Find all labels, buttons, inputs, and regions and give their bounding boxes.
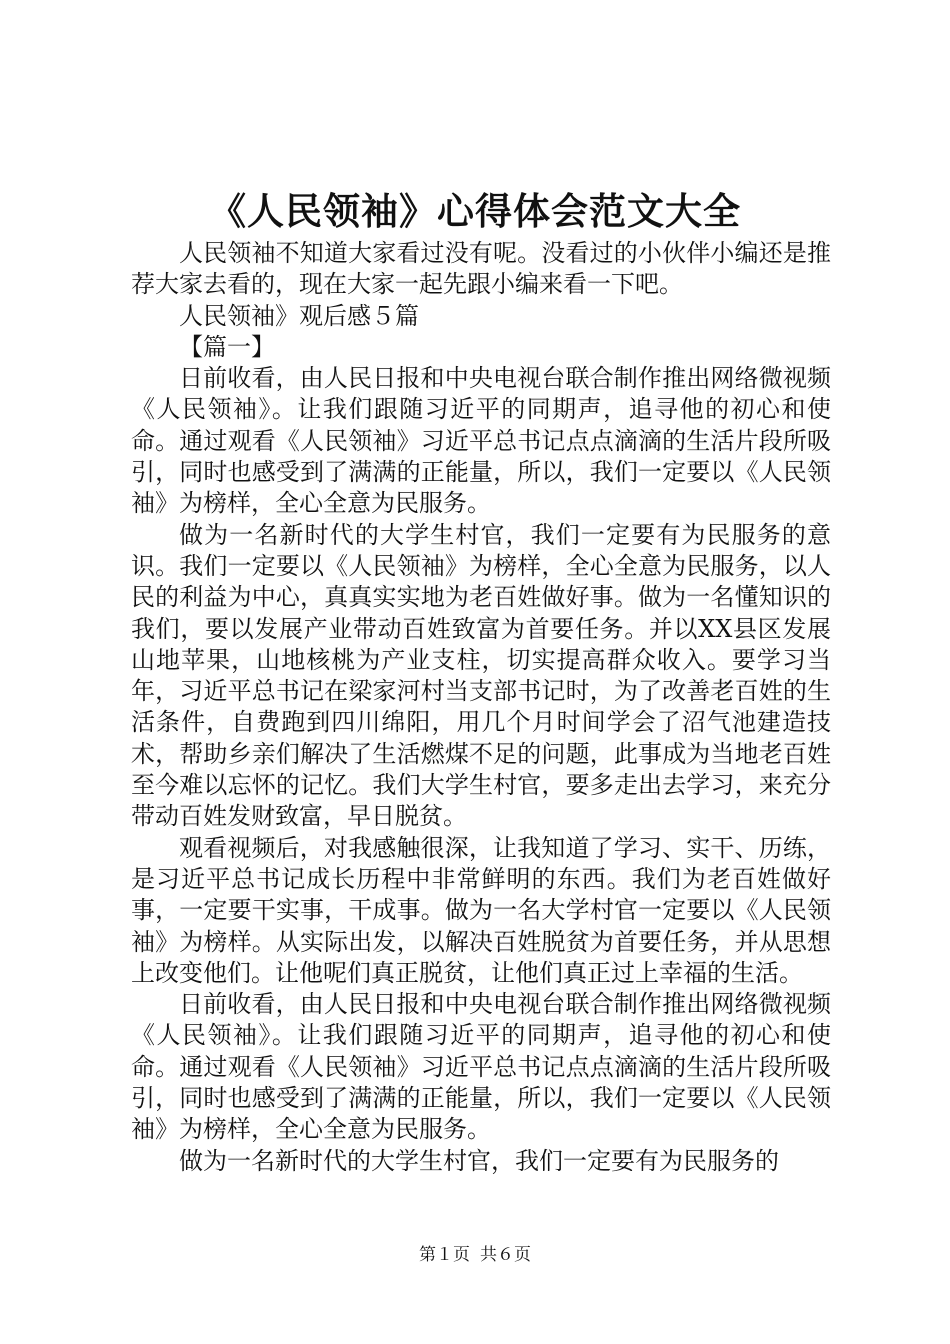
page-total: 共６页 <box>480 1245 531 1265</box>
paragraph-section-label: 【篇一】 <box>179 332 275 361</box>
paragraph: 做为一名新时代的大学生村官，我们一定要有为民服务的意识。我们一定要以《人民领袖》为榜样，全心全意为民服务，以人民的利益为中心，真真实实地为老百姓做好事。做为一名懂知识的我们，要以发展产业带动百姓致富为首要任务。并以XX县区发展山地苹果，山地核桃为产业支柱，切实提高群众收入。要学习当年，习近平总书记在梁家河村当支部书记时，为了改善老百姓的生活条件，自费跑到四川绵阳，用几个月时间学会了沼气池建造技术，帮助乡亲们解决了生活燃煤不足的问题，此事成为当地老百姓至今难以忘怀的记忆。我们大学生村官，要多走出去学习，来充分带动百姓发财致富，早日脱贫。 <box>131 520 831 831</box>
page-footer <box>0 1244 950 1266</box>
paragraph: 做为一名新时代的大学生村官，我们一定要有为民服务的 <box>179 1146 779 1175</box>
paragraph-intro: 人民领袖不知道大家看过没有呢。没看过的小伙伴小编还是推荐大家去看的，现在大家一起先跟小编来看一下吧。 <box>131 239 831 299</box>
page-number: 第１页 <box>419 1245 470 1265</box>
paragraph: 日前收看，由人民日报和中央电视台联合制作推出网络微视频《人民领袖》。让我们跟随习近平的同期声，追寻他的初心和使命。通过观看《人民领袖》习近平总书记点点滴滴的生活片段所吸引，同时也感受到了满满的正能量，所以，我们一定要以《人民领袖》为榜样，全心全意为民服务。 <box>131 364 831 518</box>
document-title: 《人民领袖》心得体会范文大全 <box>209 189 741 233</box>
paragraph: 观看视频后，对我感触很深，让我知道了学习、实干、历练，是习近平总书记成长历程中非常鲜明的东西。我们为老百姓做好事，一定要干实事，干成事。做为一名大学村官一定要以《人民领袖》为榜样。从实际出发，以解决百姓脱贫为首要任务，并从思想上改变他们。让他呢们真正脱贫，让他们真正过上幸福的生活。 <box>131 833 831 987</box>
paragraph-subheading: 人民领袖》观后感５篇 <box>179 301 419 330</box>
document-body <box>131 238 831 1177</box>
paragraph: 日前收看，由人民日报和中央电视台联合制作推出网络微视频《人民领袖》。让我们跟随习近平的同期声，追寻他的初心和使命。通过观看《人民领袖》习近平总书记点点滴滴的生活片段所吸引，同时也感受到了满满的正能量，所以，我们一定要以《人民领袖》为榜样，全心全意为民服务。 <box>131 990 831 1144</box>
